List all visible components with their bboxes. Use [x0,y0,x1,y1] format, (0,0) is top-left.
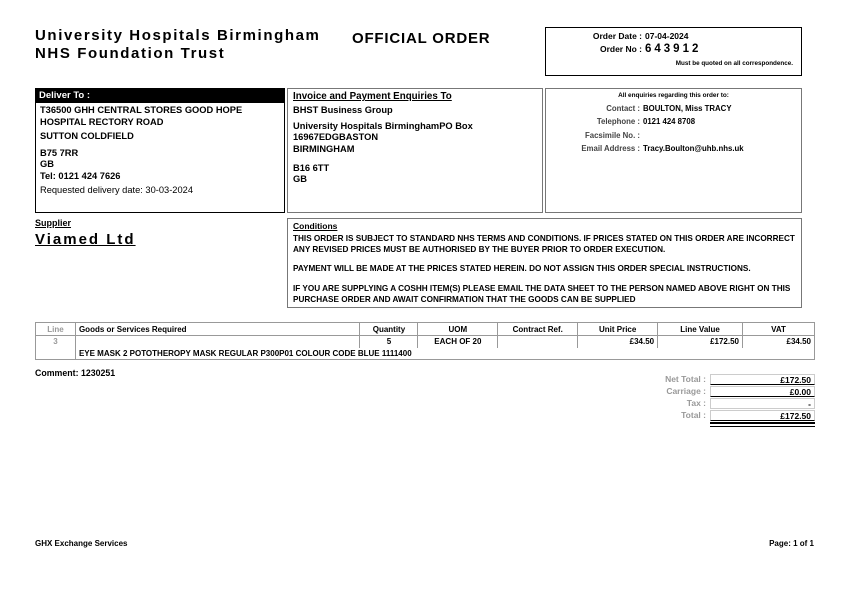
document-title: OFFICIAL ORDER [352,30,491,47]
net-total-label: Net Total : [665,374,706,384]
total-double-rule [710,422,815,427]
col-header-line-value: Line Value [658,323,743,336]
table-row [36,336,815,348]
total-label: Total : [681,410,706,420]
net-total-value: £172.50 [710,374,815,385]
enquiry-row-contact [554,104,793,113]
uom-value: EACH OF 20 [418,336,498,348]
col-header-quantity: Quantity [360,323,418,336]
vat-value: £34.50 [743,336,815,348]
tax-label: Tax : [686,398,706,408]
totals-section [615,374,815,427]
conditions-heading: Conditions [293,221,338,231]
trust-name [35,27,321,62]
facsimile-label: Facsimile No. : [584,130,640,140]
email-value: Tracy.Boulton@uhb.nhs.uk [643,144,744,154]
goods-cell-empty [75,336,360,348]
col-header-vat: VAT [743,323,815,336]
order-quote-note: Must be quoted on all correspondence. [675,59,793,67]
quantity-value: 5 [360,336,418,348]
enquiries-contact-box [545,88,802,213]
order-date-value: 07-04-2024 [645,31,689,41]
deliver-line3: B75 7RR [40,147,79,158]
conditions-para2: PAYMENT WILL BE MADE AT THE PRICES STATED HEREIN. DO NOT ASSIGN THIS ORDER SPECIAL INSTRUCTIONS. [293,264,751,274]
unit-price-value: £34.50 [578,336,658,348]
col-header-goods: Goods or Services Required [75,323,360,336]
conditions-para1: THIS ORDER IS SUBJECT TO STANDARD NHS TERMS AND CONDITIONS. IF PRICES STATED ON THIS ORDER ARE INCORRECT ANY REVISED PRICES MUST BE AUTHORISED BY THE BUYER PRIOR TO ORDER EXECUTION. [293,234,795,254]
supplier-name: Viamed Ltd [35,231,136,248]
deliver-to-heading: Deliver To : [36,89,284,103]
enquiry-row-telephone [554,117,793,126]
telephone-value: 0121 424 8708 [643,117,696,127]
telephone-label: Telephone : [596,117,640,127]
tax-value: - [710,398,815,409]
invoice-line5: B16 6TT [293,162,330,173]
col-header-contract-ref: Contract Ref. [498,323,578,336]
invoice-enquiries-heading: Invoice and Payment Enquiries To [293,91,452,102]
deliver-line1: T36500 GHH CENTRAL STORES GOOD HOPE HOSPITAL RECTORY ROAD [40,105,243,127]
footer-page-number: Page: 1 of 1 [769,539,814,548]
invoice-line4: BIRMINGHAM [293,144,355,155]
order-date-row [554,31,793,42]
trust-name-line2: NHS Foundation Trust [35,44,226,62]
col-header-uom: UOM [418,323,498,336]
tax-row [615,398,815,409]
net-total-row [615,374,815,385]
carriage-value: £0.00 [710,386,815,397]
deliver-to-box [35,88,285,213]
order-meta-box [545,27,802,76]
deliver-tel: Tel: 0121 424 7626 [40,171,121,182]
enquiry-row-facsimile [554,131,793,140]
order-no-row [554,42,793,58]
total-value: £172.50 [710,410,815,421]
deliver-to-address [36,103,284,198]
carriage-label: Carriage : [666,386,706,396]
trust-name-line1: University Hospitals Birmingham [35,27,321,44]
order-no-label: Order No : [599,44,642,55]
table-header-row [36,323,815,336]
total-row [615,410,815,421]
order-date-label: Order Date : [592,31,642,41]
contact-value: BOULTON, Miss TRACY [643,104,732,113]
invoice-line2: University Hospitals BirminghamPO Box [293,120,473,131]
comment: Comment: 1230251 [35,368,116,378]
supplier-heading: Supplier [35,218,72,228]
item-description: EYE MASK 2 POTOTHEROPY MASK REGULAR P300P01 COLOUR CODE BLUE 1111400 [75,348,814,360]
invoice-line6: GB [293,174,307,185]
email-label: Email Address : [581,144,640,154]
deliver-line2: SUTTON COLDFIELD [40,131,134,142]
conditions-box [287,218,802,308]
footer-service-name: GHX Exchange Services [35,539,128,548]
line-items-table [35,322,815,360]
invoice-enquiries-box [287,88,543,213]
deliver-line4: GB [40,159,54,170]
table-description-row [36,348,815,360]
col-header-line: Line [36,323,76,336]
line-value: £172.50 [658,336,743,348]
col-header-unit-price: Unit Price [578,323,658,336]
order-no-value: 643912 [645,43,702,56]
contract-ref-value [498,336,578,348]
enquiries-heading: All enquiries regarding this order to: [618,92,729,99]
requested-delivery-date: Requested delivery date: 30-03-2024 [40,184,193,195]
invoice-line3: 16967EDGBASTON [293,132,379,143]
invoice-line1: BHST Business Group [293,105,393,116]
contact-label: Contact : [606,104,640,113]
enquiry-row-email [554,144,793,153]
line-number: 3 [36,336,76,360]
carriage-row [615,386,815,397]
conditions-para3: IF YOU ARE SUPPLYING A COSHH ITEM(S) PLEASE EMAIL THE DATA SHEET TO THE PERSON NAMED ABOVE RIGHT ON THIS PURCHASE ORDER AND AWAIT CONFIRMATION THAT THE GOODS CAN BE SUPPLIED [293,284,791,304]
